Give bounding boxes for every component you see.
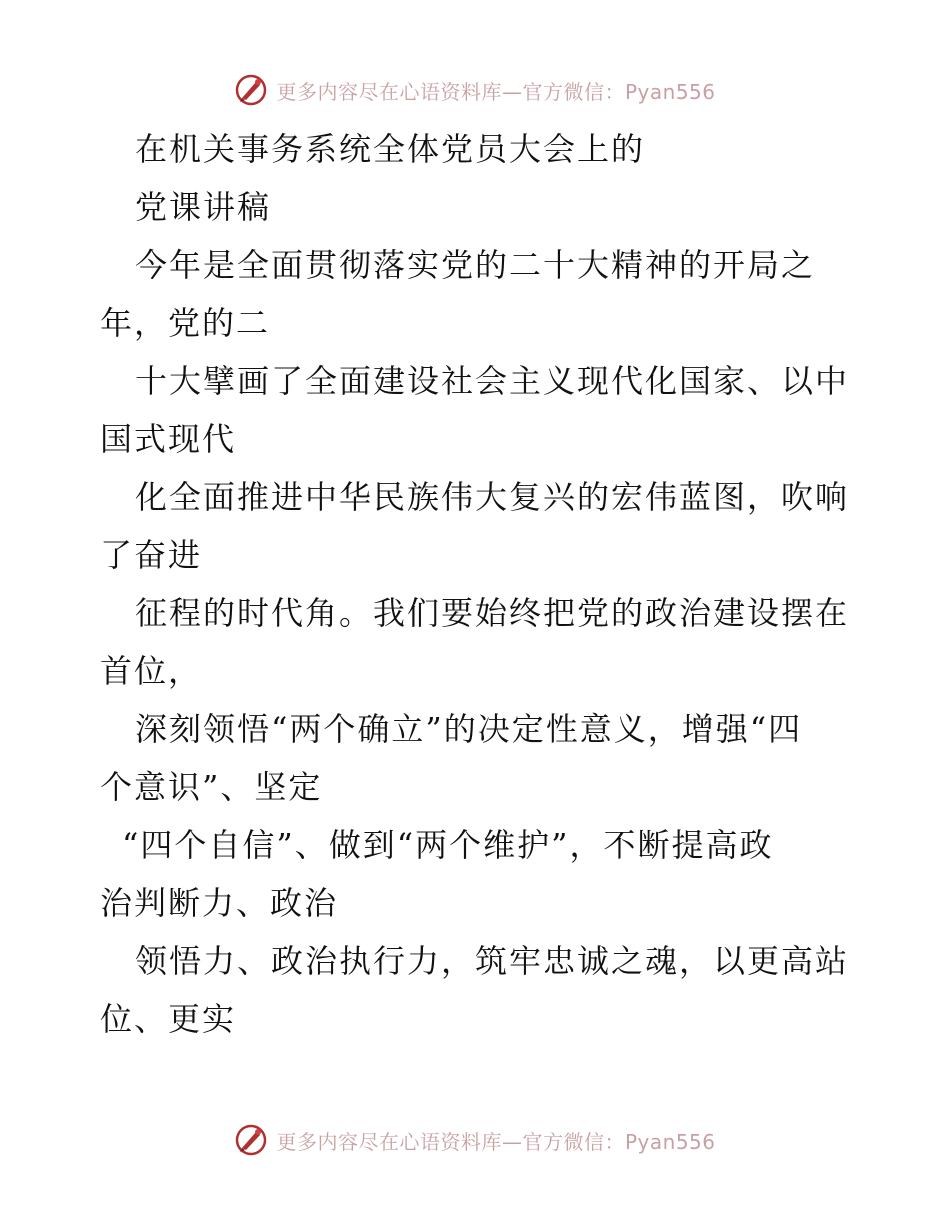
doc-paragraph-line: 首位， — [100, 652, 203, 690]
doc-paragraph-line: 化全面推进中华民族伟大复兴的宏伟蓝图，吹响 — [135, 478, 850, 516]
doc-paragraph-line: 年，党的二 — [100, 304, 271, 342]
doc-paragraph-line: 个意识”、坚定 — [100, 768, 323, 806]
document-body — [100, 120, 860, 1048]
quill-logo-icon — [234, 73, 268, 107]
doc-title-line-1: 在机关事务系统全体党员大会上的 — [135, 130, 646, 168]
doc-paragraph-line: 了奋进 — [100, 536, 203, 574]
wechat-handle: Pyan556 — [624, 79, 716, 104]
doc-paragraph-line: 国式现代 — [100, 420, 237, 458]
doc-paragraph-line: 今年是全面贯彻落实党的二十大精神的开局之 — [135, 246, 816, 284]
doc-paragraph-line: 十大擘画了全面建设社会主义现代化国家、以中 — [135, 362, 850, 400]
wechat-handle: Pyan556 — [624, 1129, 716, 1154]
doc-title-line-2: 党课讲稿 — [135, 188, 272, 226]
footer-watermark — [0, 1120, 950, 1160]
watermark-text: 更多内容尽在心语资料库—官方微信：Pyan556 — [276, 79, 716, 104]
doc-paragraph-line: 领悟力、政治执行力，筑牢忠诚之魂，以更高站 — [135, 942, 850, 980]
doc-paragraph-line: “四个自信”、做到“两个维护”，不断提高政 — [122, 826, 774, 864]
header-watermark — [0, 70, 950, 110]
watermark-text: 更多内容尽在心语资料库—官方微信：Pyan556 — [276, 1129, 716, 1154]
doc-paragraph-line: 位、更实 — [100, 1000, 237, 1038]
doc-paragraph-line: 征程的时代角。我们要始终把党的政治建设摆在 — [135, 594, 850, 632]
quill-logo-icon — [234, 1123, 268, 1157]
doc-paragraph-line: 治判断力、政治 — [100, 884, 339, 922]
doc-paragraph-line: 深刻领悟“两个确立”的决定性意义，增强“四 — [135, 710, 803, 748]
